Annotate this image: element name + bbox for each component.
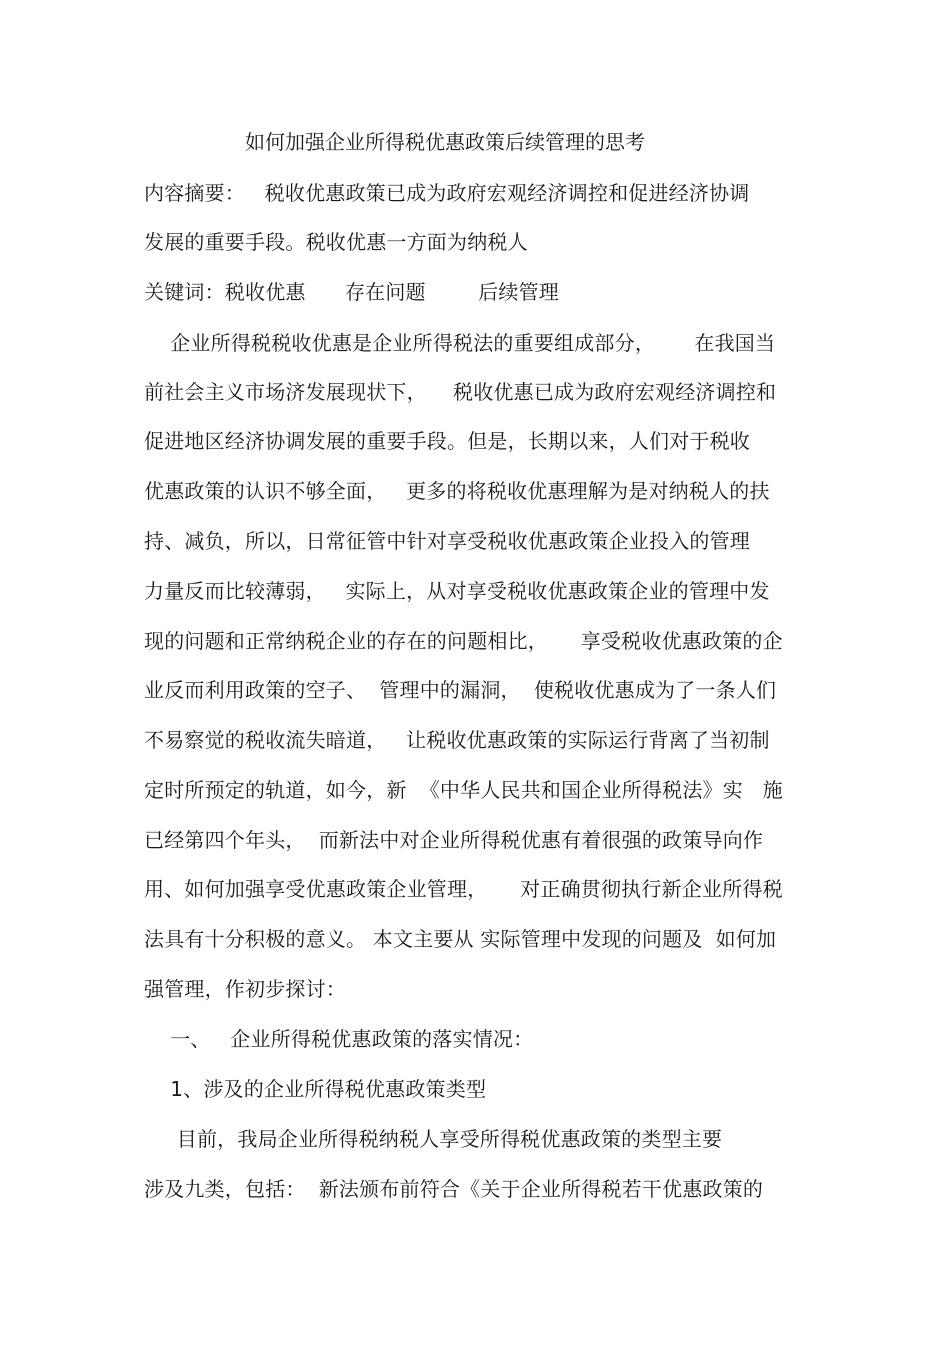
abstract-line-1: 内容摘要： 税收优惠政策已成为政府宏观经济调控和促进经济协调 xyxy=(144,181,750,205)
body-line: 强管理，作初步探讨： xyxy=(144,977,346,1001)
subsection-heading: 1、涉及的企业所得税优惠政策类型 xyxy=(144,1077,487,1101)
body-line: 持、减负，所以，日常征管中针对享受税收优惠政策企业投入的管理 xyxy=(144,529,750,553)
body-line: 不易察觉的税收流失暗道， 让税收优惠政策的实际运行背离了当初制 xyxy=(144,728,770,752)
body-line: 已经第四个年头， 而新法中对企业所得税优惠有着很强的政策导向作 xyxy=(144,828,764,852)
body-line: 力量反而比较薄弱， 实际上，从对享受税收优惠政策企业的管理中发 xyxy=(144,579,770,603)
section-heading: 一、 企业所得税优惠政策的落实情况： xyxy=(144,1027,534,1051)
body-line: 用、如何加强享受优惠政策企业管理， 对正确贯彻执行新企业所得税 xyxy=(144,877,783,901)
body-line: 前社会主义市场济发展现状下， 税收优惠已成为政府宏观经济调控和 xyxy=(144,380,777,404)
body-line: 目前，我局企业所得税纳税人享受所得税优惠政策的类型主要 xyxy=(144,1127,723,1151)
body-line: 现的问题和正常纳税企业的存在的问题相比， 享受税收优惠政策的企 xyxy=(144,629,783,653)
body-line: 法具有十分积极的意义。 本文主要从 实际管理中发现的问题及 如何加 xyxy=(144,927,777,951)
body-line: 涉及九类，包括： 新法颁布前符合《关于企业所得税若干优惠政策的 xyxy=(144,1177,764,1201)
body-line: 促进地区经济协调发展的重要手段。但是，长期以来，人们对于税收 xyxy=(144,429,750,453)
body-line: 优惠政策的认识不够全面， 更多的将税收优惠理解为是对纳税人的扶 xyxy=(144,479,770,503)
body-line: 企业所得税税收优惠是企业所得税法的重要组成部分， 在我国当 xyxy=(144,331,776,355)
abstract-line-2: 发展的重要手段。税收优惠一方面为纳税人 xyxy=(144,230,528,254)
document-title: 如何加强企业所得税优惠政策后续管理的思考 xyxy=(245,130,645,154)
keywords-line: 关键词：税收优惠 存在问题 后续管理 xyxy=(144,280,560,304)
body-line: 业反而利用政策的空子、 管理中的漏洞， 使税收优惠成为了一条人们 xyxy=(144,678,777,702)
body-line: 定时所预定的轨道，如今，新 《中华人民共和国企业所得税法》实 施 xyxy=(144,778,783,802)
